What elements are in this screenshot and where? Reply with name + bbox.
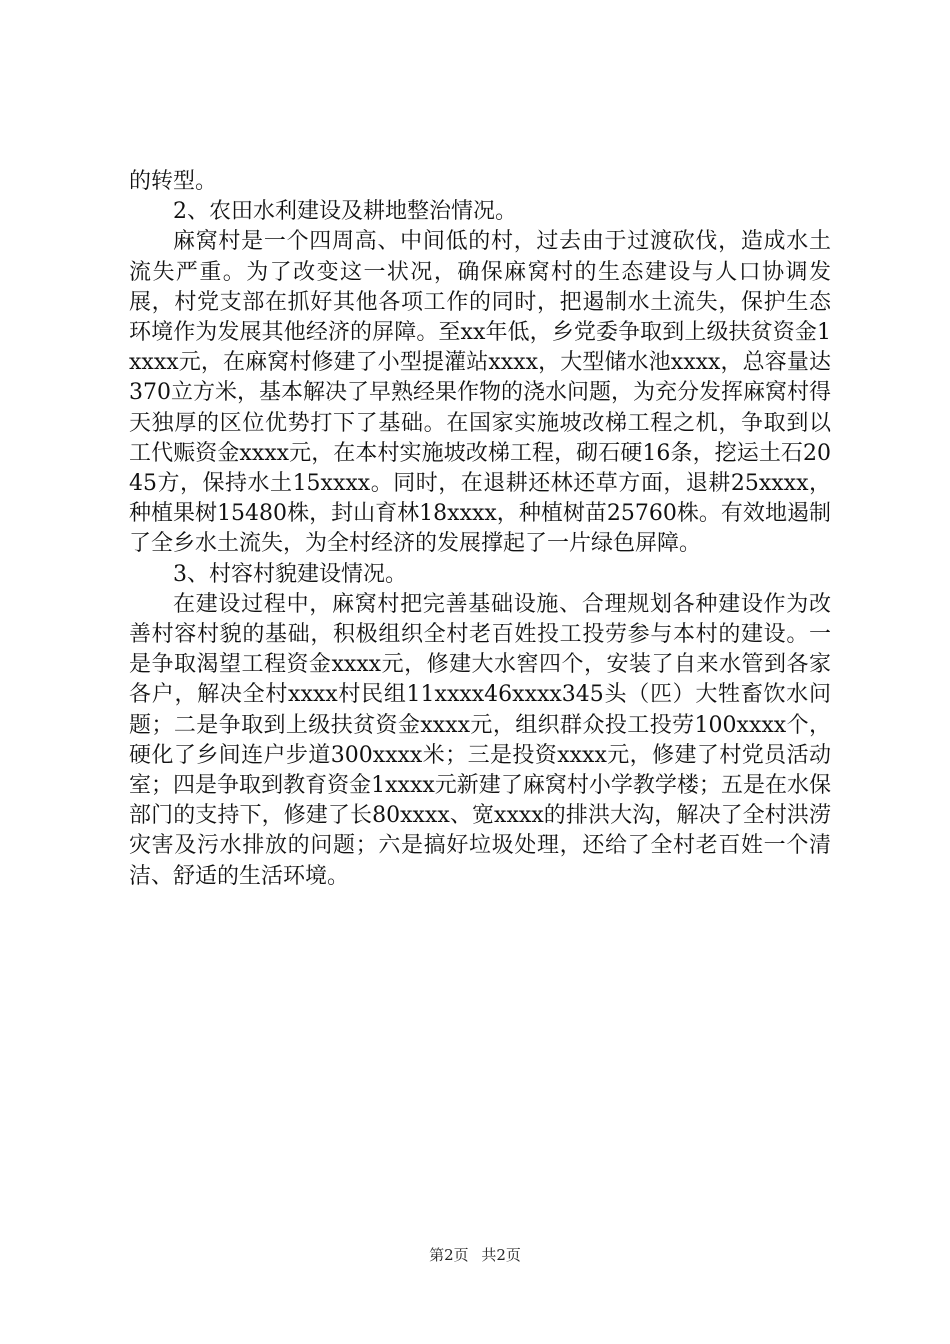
paragraph-village-appearance: 在建设过程中，麻窝村把完善基础设施、合理规划各种建设作为改善村容村貌的基础，积极组织全村老百姓投工投劳参与本村的建设。一是争取渴望工程资金xxxx元，修建大水窖四个，安装了自来水管到各家各户，解决全村xxxx村民组11xxxx46xxxx345头（匹）大牲畜饮水问题；二是争取到上级扶贫资金xxxx元，组织群众投工投劳100xxxx个，硬化了乡间连户步道300xxxx米；三是投资xxxx元，修建了村党员活动室；四是争取到教育资金1xxxx元新建了麻窝村小学教学楼；五是在水保部门的支持下，修建了长80xxxx、宽xxxx的排洪大沟，解决了全村洪涝灾害及污水排放的问题；六是搞好垃圾处理，还给了全村老百姓一个清洁、舒适的生活环境。	[129, 591, 831, 889]
paragraph-irrigation: 麻窝村是一个四周高、中间低的村，过去由于过渡砍伐，造成水土流失严重。为了改变这一状况，确保麻窝村的生态建设与人口协调发展，村党支部在抓好其他各项工作的同时，把遏制水土流失，保护生态环境作为发展其他经济的屏障。至xx年低，乡党委争取到上级扶贫资金1xxxx元，在麻窝村修建了小型提灌站xxxx，大型储水池xxxx，总容量达370立方米，基本解决了早熟经果作物的浇水问题，为充分发挥麻窝村得天独厚的区位优势打下了基础。在国家实施坡改梯工程之机，争取到以工代赈资金xxxx元，在本村实施坡改梯工程，砌石硬16条，挖运土石2045方，保持水土15xxxx。同时，在退耕还林还草方面，退耕25xxxx，种植果树15480株，封山育林18xxxx，种植树苗25760株。有效地遏制了全乡水土流失，为全村经济的发展撑起了一片绿色屏障。	[129, 229, 831, 557]
document-body	[129, 167, 831, 892]
page-footer	[0, 1244, 950, 1265]
paragraph-continuation: 的转型。	[129, 169, 218, 194]
page-number: 第2页	[429, 1246, 469, 1264]
section-heading-irrigation: 2、农田水利建设及耕地整治情况。	[173, 199, 517, 225]
page-total: 共2页	[481, 1246, 521, 1264]
section-heading-village-appearance: 3、村容村貌建设情况。	[173, 561, 407, 587]
